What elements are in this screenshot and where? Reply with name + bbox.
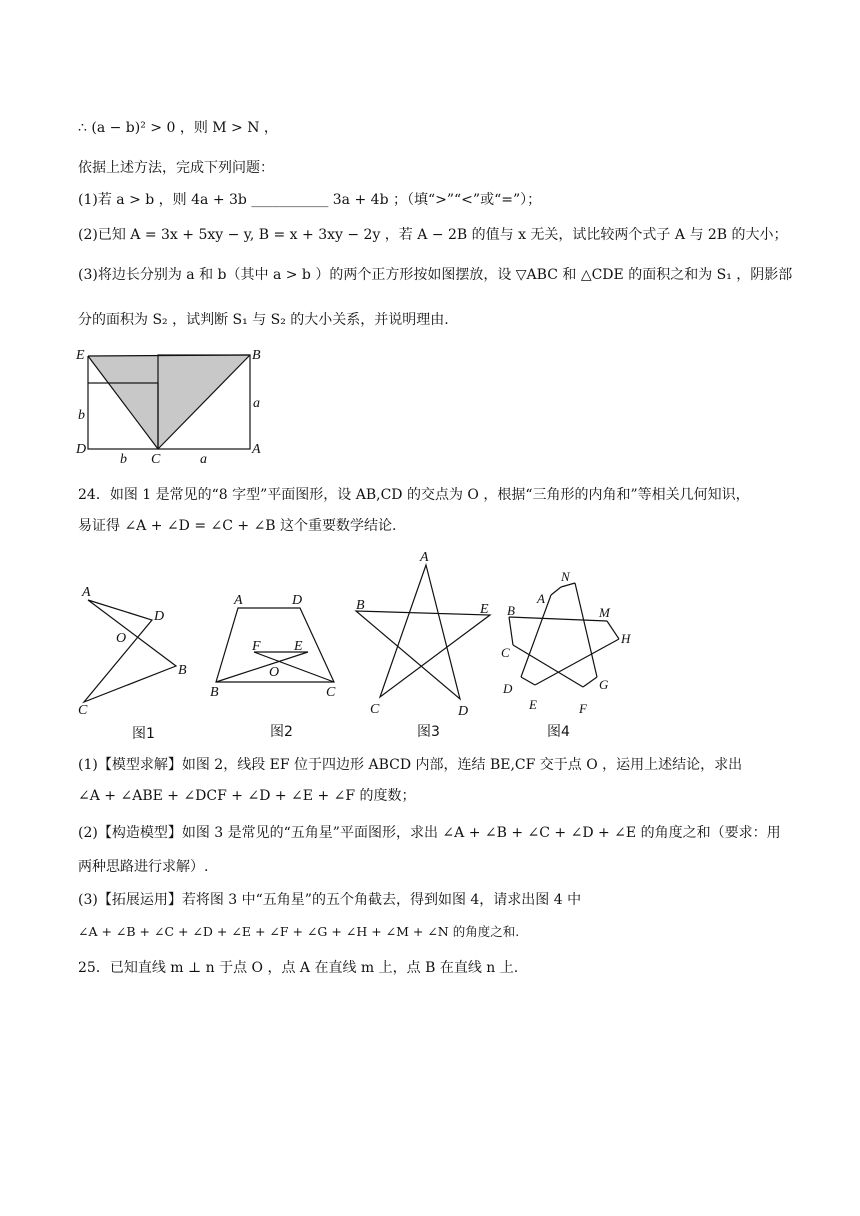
- fig4-label-B: B: [507, 603, 515, 618]
- p23-instruction: 依据上述方法，完成下列问题：: [78, 160, 274, 176]
- fig2-label-C: C: [326, 685, 336, 700]
- p23-conclusion: ∴ (a − b)² > 0 ，则 M > N ，: [78, 120, 278, 136]
- fig1-label-B: B: [178, 663, 187, 678]
- fig4-label-E: E: [529, 697, 537, 712]
- figure-1: [70, 580, 200, 740]
- fig4-label-N: N: [561, 569, 570, 584]
- fig3-label-D: D: [458, 704, 469, 719]
- label-a-side: a: [253, 396, 260, 411]
- p23-squares-figure: [70, 345, 270, 465]
- fig2-label-B: B: [210, 685, 219, 700]
- fig3-label-C: C: [370, 702, 380, 717]
- fig2-label-D: D: [292, 593, 303, 608]
- figure-2: [208, 588, 343, 740]
- fig4-label-F: F: [579, 701, 587, 716]
- fig1-label-O: O: [116, 631, 127, 646]
- figure-3: [350, 545, 500, 740]
- label-a-bottom: a: [200, 452, 207, 465]
- p24-question-3-line2: ∠A + ∠B + ∠C + ∠D + ∠E + ∠F + ∠G + ∠H + ∠M + ∠N 的角度之和.: [78, 924, 520, 939]
- fig2-label-F: F: [252, 639, 261, 654]
- fig1-label-A: A: [82, 585, 91, 600]
- label-E: E: [76, 348, 85, 363]
- shaded-region: [88, 355, 250, 449]
- fig4-label-A: A: [537, 591, 545, 606]
- fig2-label-O: O: [269, 665, 280, 680]
- label-b-side: b: [78, 408, 85, 423]
- fig3-caption: 图3: [417, 724, 440, 740]
- p23-question-1: (1)若 a > b ，则 4a + 3b ___________ 3a + 4b ；（填“>”“<”或“=”）；: [78, 192, 542, 208]
- fig2-label-E: E: [294, 639, 303, 654]
- fig4-label-H: H: [621, 631, 631, 646]
- label-C: C: [151, 452, 161, 465]
- p23-question-3-line1: (3)将边长分别为 a 和 b（其中 a > b ）的两个正方形按如图摆放，设 ▽ABC 和 △CDE 的面积之和为 S₁ ，阴影部: [78, 267, 793, 283]
- p24-intro-line2: 易证得 ∠A + ∠D = ∠C + ∠B 这个重要数学结论.: [78, 518, 397, 534]
- p24-question-1-line1: (1)【模型求解】如图 2，线段 EF 位于四边形 ABCD 内部，连结 BE,CF 交于点 O ，运用上述结论，求出: [78, 757, 743, 773]
- fig2-label-A: A: [234, 593, 243, 608]
- figure-4: [495, 565, 645, 740]
- p25-statement: 25．已知直线 m ⊥ n 于点 O ，点 A 在直线 m 上，点 B 在直线 n 上.: [78, 960, 519, 976]
- fig4-label-M: M: [599, 605, 610, 620]
- p24-question-2-line1: (2)【构造模型】如图 3 是常见的“五角星”平面图形，求出 ∠A + ∠B + ∠C + ∠D + ∠E 的角度之和（要求：用: [78, 825, 781, 841]
- fig1-label-D: D: [154, 609, 165, 624]
- p24-question-2-line2: 两种思路进行求解）.: [78, 859, 209, 875]
- fig4-label-D: D: [503, 681, 513, 696]
- fig3-label-E: E: [480, 602, 489, 617]
- fig3-label-A: A: [420, 550, 429, 565]
- label-A: A: [252, 442, 261, 457]
- fig1-caption: 图1: [132, 726, 155, 740]
- p23-question-3-line2: 分的面积为 S₂ ，试判断 S₁ 与 S₂ 的大小关系，并说明理由.: [78, 312, 449, 328]
- label-b-bottom: b: [120, 452, 127, 465]
- fig4-label-G: G: [599, 677, 609, 692]
- p24-intro-line1: 24．如图 1 是常见的“8 字型”平面图形，设 AB,CD 的交点为 O ，根据“三角形的内角和”等相关几何知识，: [78, 487, 750, 503]
- fig4-label-C: C: [501, 645, 510, 660]
- p23-question-2: (2)已知 A = 3x + 5xy − y, B = x + 3xy − 2y ，若 A − 2B 的值与 x 无关，试比较两个式子 A 与 2B 的大小；: [78, 227, 788, 243]
- label-B: B: [252, 348, 261, 363]
- p24-question-1-line2: ∠A + ∠ABE + ∠DCF + ∠D + ∠E + ∠F 的度数；: [78, 788, 416, 804]
- fig3-label-B: B: [356, 598, 365, 613]
- p24-question-3-line1: (3)【拓展运用】若将图 3 中“五角星”的五个角截去，得到如图 4，请求出图 4 中: [78, 892, 582, 908]
- fig2-caption: 图2: [270, 724, 293, 740]
- label-D: D: [76, 442, 87, 457]
- fig4-caption: 图4: [547, 724, 570, 740]
- fig1-label-C: C: [78, 703, 88, 718]
